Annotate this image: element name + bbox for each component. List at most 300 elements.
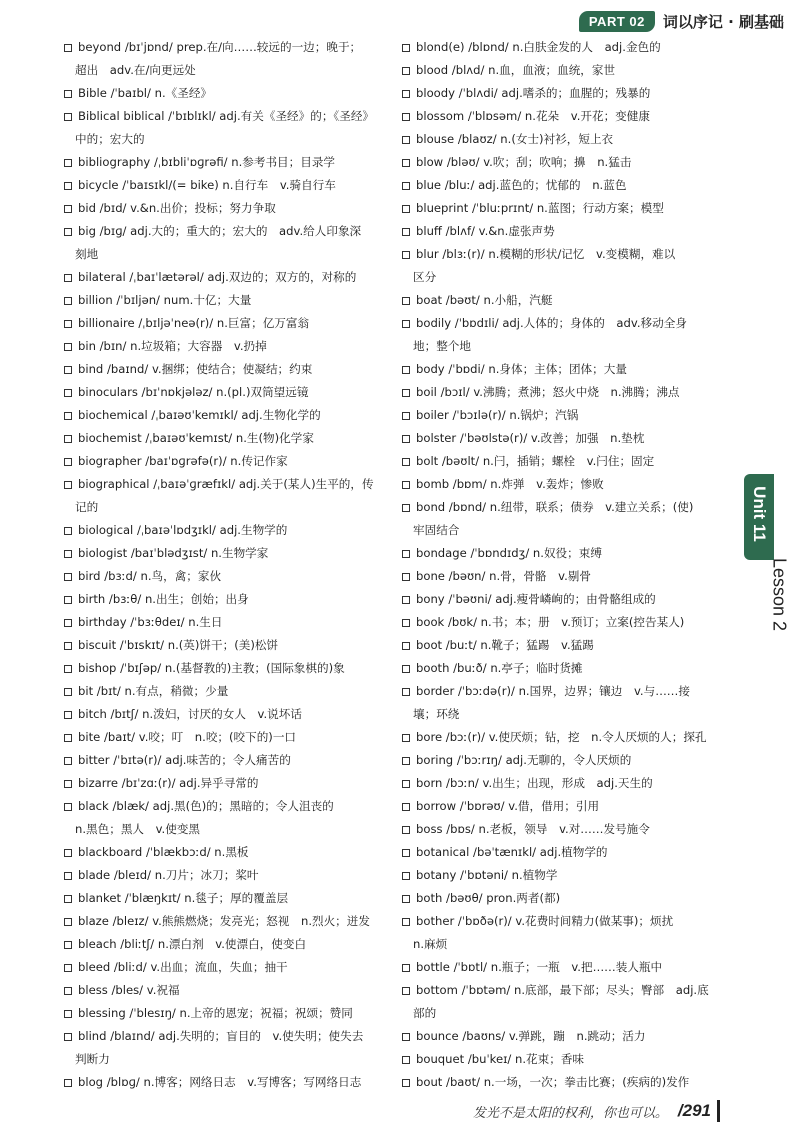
footer-motto: 发光不是太阳的权利，你也可以。 (472, 1105, 668, 1121)
checkbox-icon[interactable] (402, 504, 410, 512)
vocab-text: botanical /bəˈtænɪkl/ adj.植物学的 (416, 845, 608, 859)
vocab-entry (64, 841, 382, 864)
page-number-bar (717, 1100, 720, 1122)
vocab-text: bless /bles/ v.祝福 (78, 983, 180, 997)
lesson-label: Lesson 2 (769, 557, 790, 632)
vocab-text: blessing /ˈblesɪŋ/ n.上帝的恩宠；祝福；祝颂；赞同 (78, 1006, 353, 1020)
vocab-text: botany /ˈbɒtəni/ n.植物学 (416, 868, 558, 882)
checkbox-icon[interactable] (64, 412, 72, 420)
checkbox-icon[interactable] (402, 251, 410, 259)
checkbox-icon[interactable] (64, 918, 72, 926)
vocab-text: body /ˈbɒdi/ n.身体；主体；团体；大量 (416, 362, 627, 376)
checkbox-icon[interactable] (64, 665, 72, 673)
checkbox-icon[interactable] (402, 320, 410, 328)
vocab-entry-line (402, 404, 736, 427)
vocab-text: border /ˈbɔːdə(r)/ n.国界，边界；镶边 v.与……接 (416, 684, 690, 698)
vocab-entry-line (64, 105, 382, 128)
vocab-text: bibliography /ˌbɪbliˈɒɡrəfi/ n.参考书目；目录学 (78, 155, 336, 169)
vocab-entry (64, 358, 382, 381)
vocab-entry (402, 427, 736, 450)
checkbox-icon[interactable] (402, 826, 410, 834)
vocab-text: Biblical biblical /ˈbɪblɪkl/ adj.有关《圣经》的；《圣经》 (78, 109, 375, 123)
vocab-entry-line (64, 887, 382, 910)
vocab-entry (64, 519, 382, 542)
vocab-entry (64, 220, 382, 266)
vocab-text: 超出 adv.在/向更远处 (75, 63, 196, 77)
checkbox-icon[interactable] (64, 596, 72, 604)
checkbox-icon[interactable] (64, 481, 72, 489)
vocab-entry (402, 979, 736, 1025)
vocab-entry (402, 611, 736, 634)
vocab-entry (64, 542, 382, 565)
vocab-entry (402, 496, 736, 542)
vocab-entry (402, 680, 736, 726)
vocab-entry-line (64, 174, 382, 197)
vocab-text: 部的 (413, 1006, 437, 1020)
checkbox-icon[interactable] (64, 688, 72, 696)
vocab-entry-line (402, 243, 736, 266)
vocab-text: blur /blɜː(r)/ n.模糊的形状/记忆 v.变模糊，难以 (416, 247, 676, 261)
vocab-entry (64, 749, 382, 772)
vocab-entry-line (64, 427, 382, 450)
vocab-entry (64, 864, 382, 887)
checkbox-icon[interactable] (64, 1079, 72, 1087)
vocab-entry-line (64, 151, 382, 174)
vocab-entry-continuation (402, 335, 736, 358)
vocab-entry-line (64, 634, 382, 657)
checkbox-icon[interactable] (402, 987, 410, 995)
vocab-entry (402, 841, 736, 864)
vocab-entry-line (64, 381, 382, 404)
vocab-text: bit /bɪt/ n.有点，稍微；少量 (78, 684, 229, 698)
vocab-entry-line (64, 864, 382, 887)
right-word-column (402, 36, 736, 1094)
vocab-entry-line (64, 1002, 382, 1025)
vocab-entry (64, 611, 382, 634)
vocab-text: binoculars /bɪˈnɒkjələz/ n.(pl.)双筒望远镜 (78, 385, 309, 399)
checkbox-icon[interactable] (64, 458, 72, 466)
vocab-entry (64, 933, 382, 956)
vocab-entry (402, 795, 736, 818)
vocab-entry-continuation (402, 519, 736, 542)
vocab-entry (402, 634, 736, 657)
vocab-text: bluff /blʌf/ v.&n.虚张声势 (416, 224, 555, 238)
vocab-text: bind /baɪnd/ v.捆绑；使结合；使凝结；约束 (78, 362, 313, 376)
vocab-entry-line (402, 1025, 736, 1048)
vocab-entry-continuation (402, 266, 736, 289)
checkbox-icon[interactable] (64, 435, 72, 443)
vocab-entry-line (402, 979, 736, 1002)
vocab-entry-line (64, 335, 382, 358)
checkbox-icon[interactable] (402, 872, 410, 880)
vocab-entry-continuation (64, 128, 382, 151)
vocab-entry (402, 36, 736, 59)
vocab-text: born /bɔːn/ v.出生；出现，形成 adj.天生的 (416, 776, 653, 790)
checkbox-icon[interactable] (64, 159, 72, 167)
vocab-entry-continuation (402, 703, 736, 726)
checkbox-icon[interactable] (64, 964, 72, 972)
vocab-text: bottom /ˈbɒtəm/ n.底部，最下部；尽头；臀部 adj.底 (416, 983, 709, 997)
vocab-entry (64, 473, 382, 519)
vocab-entry-line (402, 910, 736, 933)
checkbox-icon[interactable] (64, 550, 72, 558)
vocab-text: bicycle /ˈbaɪsɪkl/(= bike) n.自行车 v.骑自行车 (78, 178, 336, 192)
checkbox-icon[interactable] (64, 113, 72, 121)
vocab-entry (64, 887, 382, 910)
checkbox-icon[interactable] (64, 619, 72, 627)
vocab-entry-line (402, 82, 736, 105)
vocab-text: bloody /ˈblʌdi/ adj.嗜杀的；血腥的；残暴的 (416, 86, 651, 100)
vocab-text: biscuit /ˈbɪskɪt/ n.(英)饼干；(美)松饼 (78, 638, 279, 652)
vocab-entry-line (402, 726, 736, 749)
vocab-text: bouquet /buˈkeɪ/ n.花束；香味 (416, 1052, 585, 1066)
unit-label: Unit 11 (750, 486, 769, 542)
vocab-text: blanket /ˈblæŋkɪt/ n.毯子；厚的覆盖层 (78, 891, 289, 905)
vocab-entry (402, 910, 736, 956)
vocab-text: 判断力 (75, 1052, 110, 1066)
vocab-text: blond(e) /blɒnd/ n.白肤金发的人 adj.金色的 (416, 40, 661, 54)
vocab-entry (64, 36, 382, 82)
vocab-entry-line (64, 933, 382, 956)
vocab-entry-line (64, 841, 382, 864)
checkbox-icon[interactable] (402, 389, 410, 397)
checkbox-icon[interactable] (402, 1056, 410, 1064)
checkbox-icon[interactable] (402, 573, 410, 581)
checkbox-icon[interactable] (402, 780, 410, 788)
checkbox-icon[interactable] (64, 734, 72, 742)
vocab-entry (402, 404, 736, 427)
vocab-entry-line (402, 565, 736, 588)
checkbox-icon[interactable] (402, 159, 410, 167)
vocab-text: book /bʊk/ n.书；本；册 v.预订；立案(控告某人) (416, 615, 685, 629)
vocab-text: billionaire /ˌbɪljəˈneə(r)/ n.巨富；亿万富翁 (78, 316, 310, 330)
checkbox-icon[interactable] (402, 136, 410, 144)
checkbox-icon[interactable] (64, 228, 72, 236)
vocab-text: blue /bluː/ adj.蓝色的；忧郁的 n.蓝色 (416, 178, 627, 192)
checkbox-icon[interactable] (402, 113, 410, 121)
vocab-text: boot /buːt/ n.靴子；猛踢 v.猛踢 (416, 638, 594, 652)
vocab-text: borrow /ˈbɒrəʊ/ v.借，借用；引用 (416, 799, 600, 813)
vocab-entry (64, 565, 382, 588)
vocab-entry-line (64, 289, 382, 312)
checkbox-icon[interactable] (64, 642, 72, 650)
checkbox-icon[interactable] (64, 1010, 72, 1018)
vocab-text: 牢固结合 (413, 523, 460, 537)
vocab-text: billion /ˈbɪljən/ num.十亿；大量 (78, 293, 252, 307)
checkbox-icon[interactable] (402, 90, 410, 98)
checkbox-icon[interactable] (402, 803, 410, 811)
vocab-entry (64, 1025, 382, 1071)
checkbox-icon[interactable] (64, 274, 72, 282)
vocab-text: boat /bəʊt/ n.小船，汽艇 (416, 293, 553, 307)
vocab-text: biochemical /ˌbaɪəʊˈkemɪkl/ adj.生物化学的 (78, 408, 321, 422)
vocab-entry-line (64, 220, 382, 243)
vocab-entry (402, 151, 736, 174)
vocab-entry-line (64, 450, 382, 473)
checkbox-icon[interactable] (64, 44, 72, 52)
vocab-text: bodily /ˈbɒdɪli/ adj.人体的；身体的 adv.移动全身 (416, 316, 687, 330)
checkbox-icon[interactable] (64, 711, 72, 719)
vocab-entry-line (402, 36, 736, 59)
checkbox-icon[interactable] (402, 964, 410, 972)
vocab-text: biochemist /ˌbaɪəʊˈkemɪst/ n.生(物)化学家 (78, 431, 314, 445)
vocab-entry-line (64, 404, 382, 427)
vocab-entry (64, 404, 382, 427)
vocab-text: n.黑色；黑人 v.使变黑 (75, 822, 201, 836)
vocab-text: bone /bəʊn/ n.骨，骨骼 v.剔骨 (416, 569, 591, 583)
checkbox-icon[interactable] (402, 481, 410, 489)
checkbox-icon[interactable] (64, 1033, 72, 1041)
vocab-entry (402, 473, 736, 496)
vocab-entry-line (64, 910, 382, 933)
checkbox-icon[interactable] (402, 757, 410, 765)
checkbox-icon[interactable] (64, 343, 72, 351)
vocab-text: bitter /ˈbɪtə(r)/ adj.味苦的；令人痛苦的 (78, 753, 291, 767)
vocab-entry (402, 197, 736, 220)
checkbox-icon[interactable] (402, 619, 410, 627)
checkbox-icon[interactable] (64, 297, 72, 305)
vocab-entry (402, 588, 736, 611)
vocab-entry-line (402, 381, 736, 404)
checkbox-icon[interactable] (402, 895, 410, 903)
vocab-entry-line (402, 473, 736, 496)
vocab-text: blaze /bleɪz/ v.熊熊燃烧；发亮光；怒视 n.烈火；迸发 (78, 914, 370, 928)
checkbox-icon[interactable] (64, 389, 72, 397)
vocab-text: bottle /ˈbɒtl/ n.瓶子；一瓶 v.把……装人瓶中 (416, 960, 663, 974)
checkbox-icon[interactable] (64, 780, 72, 788)
vocab-entry-continuation (64, 243, 382, 266)
vocab-entry (64, 956, 382, 979)
checkbox-icon[interactable] (402, 734, 410, 742)
vocab-text: n.麻烦 (413, 937, 448, 951)
vocab-entry-line (64, 588, 382, 611)
vocab-entry (402, 818, 736, 841)
vocab-text: birth /bɜːθ/ n.出生；创始；出身 (78, 592, 249, 606)
checkbox-icon[interactable] (402, 412, 410, 420)
vocab-text: biographer /baɪˈɒɡrəfə(r)/ n.传记作家 (78, 454, 288, 468)
checkbox-icon[interactable] (402, 205, 410, 213)
vocab-text: bleed /bliːd/ v.出血；流血，失血；抽干 (78, 960, 288, 974)
vocab-text: boss /bɒs/ n.老板，领导 v.对……发号施令 (416, 822, 650, 836)
vocab-entry-line (402, 450, 736, 473)
vocab-entry (402, 864, 736, 887)
checkbox-icon[interactable] (402, 1079, 410, 1087)
checkbox-icon[interactable] (402, 67, 410, 75)
vocab-text: blouse /blaʊz/ n.(女士)衬衫，短上衣 (416, 132, 614, 146)
checkbox-icon[interactable] (64, 872, 72, 880)
vocab-entry-line (64, 749, 382, 772)
vocab-entry (402, 128, 736, 151)
checkbox-icon[interactable] (64, 205, 72, 213)
vocab-entry-line (402, 680, 736, 703)
checkbox-icon[interactable] (64, 987, 72, 995)
vocab-entry-line (64, 565, 382, 588)
checkbox-icon[interactable] (402, 642, 410, 650)
checkbox-icon[interactable] (402, 182, 410, 190)
vocab-entry-continuation (402, 1002, 736, 1025)
vocab-entry-line (402, 427, 736, 450)
vocab-entry-line (64, 266, 382, 289)
vocab-text: booth /buːð/ n.亭子；临时货摊 (416, 661, 583, 675)
vocab-entry (64, 703, 382, 726)
vocab-entry-line (402, 220, 736, 243)
vocab-entry-line (64, 1071, 382, 1094)
vocab-text: bomb /bɒm/ n.炸弹 v.轰炸；惨败 (416, 477, 604, 491)
vocab-entry-line (64, 312, 382, 335)
vocab-entry-line (402, 174, 736, 197)
vocab-entry-continuation (64, 496, 382, 519)
vocab-entry-line (64, 519, 382, 542)
checkbox-icon[interactable] (402, 435, 410, 443)
checkbox-icon[interactable] (402, 849, 410, 857)
checkbox-icon[interactable] (64, 366, 72, 374)
vocab-text: 中的；宏大的 (75, 132, 145, 146)
vocab-text: 记的 (75, 500, 99, 514)
checkbox-icon[interactable] (402, 665, 410, 673)
checkbox-icon[interactable] (64, 320, 72, 328)
vocab-text: bond /bɒnd/ n.纽带，联系；债券 v.建立关系；(使) (416, 500, 694, 514)
vocab-text: blind /blaɪnd/ adj.失明的；盲目的 v.使失明；使失去 (78, 1029, 364, 1043)
vocab-entry-line (64, 197, 382, 220)
vocab-entry-line (402, 887, 736, 910)
vocab-entry (402, 220, 736, 243)
vocab-text: bolt /bəʊlt/ n.闩，插销；螺栓 v.闩住；固定 (416, 454, 655, 468)
vocab-entry-line (402, 542, 736, 565)
vocab-entry-line (402, 358, 736, 381)
page-number: /291 (677, 1101, 711, 1120)
checkbox-icon[interactable] (64, 803, 72, 811)
vocab-entry (64, 174, 382, 197)
vocab-entry-line (402, 496, 736, 519)
vocab-text: bleach /bliːtʃ/ n.漂白剂 v.使漂白，使变白 (78, 937, 307, 951)
vocab-entry-line (402, 151, 736, 174)
checkbox-icon[interactable] (402, 228, 410, 236)
checkbox-icon[interactable] (402, 458, 410, 466)
checkbox-icon[interactable] (402, 918, 410, 926)
vocab-entry-line (402, 795, 736, 818)
checkbox-icon[interactable] (402, 44, 410, 52)
checkbox-icon[interactable] (402, 596, 410, 604)
vocab-entry (402, 450, 736, 473)
vocab-entry (402, 59, 736, 82)
vocab-entry-line (64, 726, 382, 749)
vocab-text: boiler /ˈbɔɪlə(r)/ n.锅炉；汽锅 (416, 408, 579, 422)
checkbox-icon[interactable] (402, 366, 410, 374)
unit-side-tab (744, 474, 800, 652)
vocab-entry (402, 657, 736, 680)
vocab-entry-line (402, 772, 736, 795)
vocab-entry (64, 266, 382, 289)
vocab-entry-line (402, 749, 736, 772)
vocab-entry (402, 289, 736, 312)
vocab-entry (402, 726, 736, 749)
checkbox-icon[interactable] (402, 688, 410, 696)
vocab-text: blueprint /ˈbluːprɪnt/ n.蓝图；行动方案；模型 (416, 201, 664, 215)
vocab-entry (402, 82, 736, 105)
vocab-entry-line (64, 772, 382, 795)
vocab-entry-line (64, 657, 382, 680)
vocab-entry (402, 105, 736, 128)
vocab-entry (402, 381, 736, 404)
page-header (579, 6, 784, 36)
checkbox-icon[interactable] (64, 849, 72, 857)
vocab-entry (64, 979, 382, 1002)
vocab-text: 区分 (413, 270, 437, 284)
vocab-entry-continuation (64, 818, 382, 841)
checkbox-icon[interactable] (64, 573, 72, 581)
checkbox-icon[interactable] (402, 297, 410, 305)
vocab-text: bolster /ˈbəʊlstə(r)/ v.改善；加强 n.垫枕 (416, 431, 645, 445)
vocab-text: bondage /ˈbɒndɪdʒ/ n.奴役；束缚 (416, 546, 602, 560)
vocab-entry-line (402, 312, 736, 335)
vocab-entry-continuation (64, 1048, 382, 1071)
part-subtitle: 词以序记 · 刷基础 (662, 12, 784, 31)
vocab-text: boring /ˈbɔːrɪŋ/ adj.无聊的，令人厌烦的 (416, 753, 632, 767)
vocab-text: 刻地 (75, 247, 99, 261)
vocab-text: birthday /ˈbɜːθdeɪ/ n.生日 (78, 615, 223, 629)
vocab-entry (64, 82, 382, 105)
vocab-entry (64, 335, 382, 358)
vocab-entry-line (64, 611, 382, 634)
vocab-entry (402, 887, 736, 910)
vocab-entry (402, 243, 736, 289)
vocab-entry (64, 105, 382, 151)
vocab-entry-line (402, 841, 736, 864)
vocab-entry (402, 358, 736, 381)
vocab-entry-line (402, 611, 736, 634)
vocab-text: bilateral /ˌbaɪˈlætərəl/ adj.双边的；双方的，对称的 (78, 270, 357, 284)
vocab-text: boil /bɔɪl/ v.沸腾；煮沸；怒火中烧 n.沸腾；沸点 (416, 385, 680, 399)
vocab-entry (64, 680, 382, 703)
checkbox-icon[interactable] (64, 90, 72, 98)
vocab-entry (64, 1002, 382, 1025)
checkbox-icon[interactable] (402, 1033, 410, 1041)
vocab-text: bitch /bɪtʃ/ n.泼妇，讨厌的女人 v.说坏话 (78, 707, 302, 721)
vocab-entry (64, 1071, 382, 1094)
vocab-text: bite /baɪt/ v.咬；叮 n.咬；(咬下的)一口 (78, 730, 297, 744)
vocab-entry-line (64, 680, 382, 703)
checkbox-icon[interactable] (64, 527, 72, 535)
checkbox-icon[interactable] (64, 182, 72, 190)
vocab-text: bid /bɪd/ v.&n.出价；投标；努力争取 (78, 201, 276, 215)
vocab-text: biologist /baɪˈblədʒɪst/ n.生物学家 (78, 546, 269, 560)
vocab-entry-line (402, 864, 736, 887)
vocab-text: bizarre /bɪˈzɑː(r)/ adj.异乎寻常的 (78, 776, 259, 790)
checkbox-icon[interactable] (402, 550, 410, 558)
vocab-text: biographical /ˌbaɪəˈɡræfɪkl/ adj.关于(某人)生平的，传 (78, 477, 374, 491)
vocab-entry-line (64, 1025, 382, 1048)
vocab-entry-line (402, 1071, 736, 1094)
vocab-text: blackboard /ˈblækbɔːd/ n.黑板 (78, 845, 249, 859)
vocab-entry-line (64, 542, 382, 565)
checkbox-icon[interactable] (64, 941, 72, 949)
vocab-entry-line (64, 979, 382, 1002)
checkbox-icon[interactable] (64, 757, 72, 765)
vocab-text: bout /baʊt/ n.一场，一次；拳击比赛；(疾病的)发作 (416, 1075, 690, 1089)
vocab-entry-line (402, 289, 736, 312)
vocab-text: Bible /ˈbaɪbl/ n.《圣经》 (78, 86, 213, 100)
page-footer (473, 1100, 720, 1122)
vocab-text: blood /blʌd/ n.血，血液；血统，家世 (416, 63, 616, 77)
vocab-entry (64, 588, 382, 611)
vocab-entry-line (402, 634, 736, 657)
vocab-text: bin /bɪn/ n.垃圾箱；大容器 v.扔掉 (78, 339, 267, 353)
vocab-entry-continuation (64, 59, 382, 82)
vocab-entry (64, 795, 382, 841)
vocab-text: 地；整个地 (413, 339, 471, 353)
vocab-text: bird /bɜːd/ n.鸟，禽；家伙 (78, 569, 222, 583)
checkbox-icon[interactable] (64, 895, 72, 903)
